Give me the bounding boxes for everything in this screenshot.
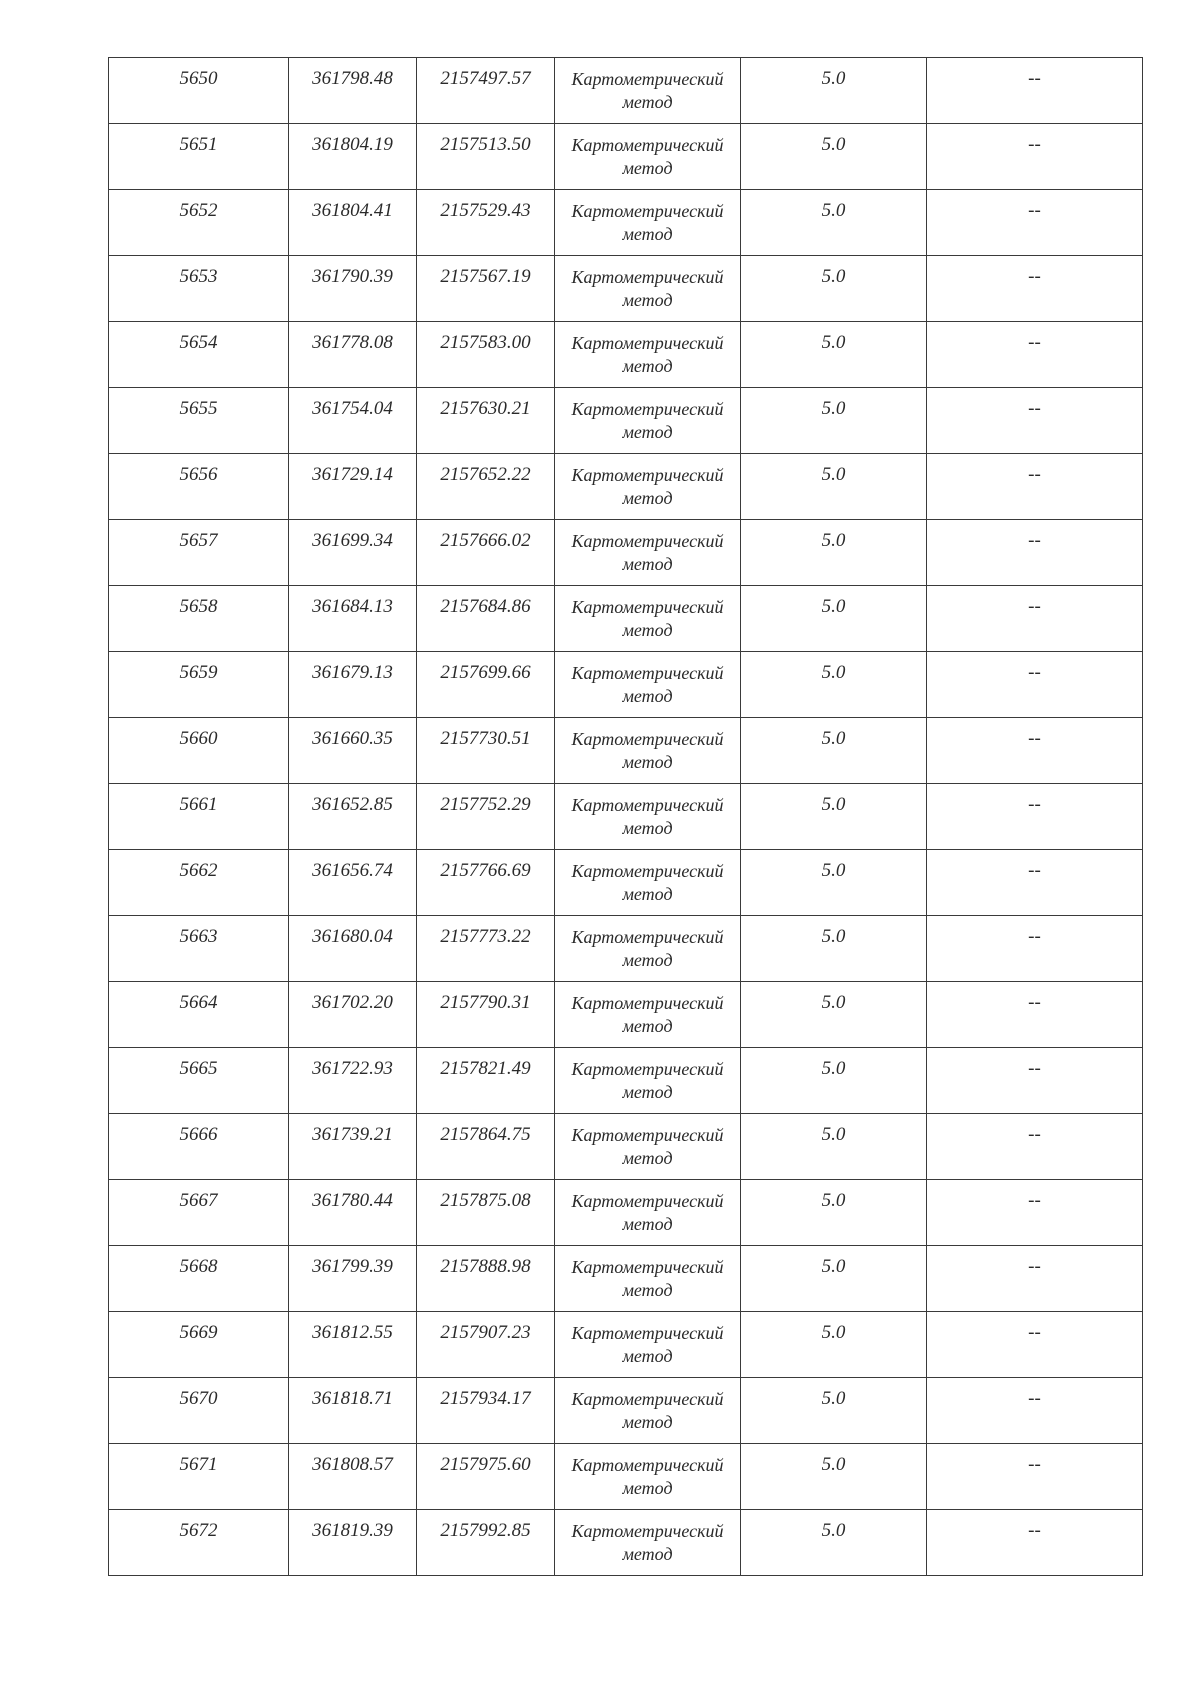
- method-cell: Картометрический метод: [555, 1378, 741, 1444]
- table-row: [109, 784, 1143, 850]
- description-cell: --: [927, 1312, 1143, 1378]
- accuracy-cell: 5.0: [741, 124, 927, 190]
- method-cell: Картометрический метод: [555, 1444, 741, 1510]
- x-coordinate-cell: 361799.39: [289, 1246, 417, 1312]
- table-row: [109, 58, 1143, 124]
- method-cell: Картометрический метод: [555, 388, 741, 454]
- x-coordinate-cell: 361754.04: [289, 388, 417, 454]
- accuracy-cell: 5.0: [741, 1048, 927, 1114]
- x-coordinate-cell: 361722.93: [289, 1048, 417, 1114]
- accuracy-cell: 5.0: [741, 1444, 927, 1510]
- description-cell: --: [927, 58, 1143, 124]
- description-cell: --: [927, 784, 1143, 850]
- y-coordinate-cell: 2157513.50: [417, 124, 555, 190]
- point-number-cell: 5659: [109, 652, 289, 718]
- method-cell: Картометрический метод: [555, 586, 741, 652]
- y-coordinate-cell: 2157790.31: [417, 982, 555, 1048]
- method-cell: Картометрический метод: [555, 1246, 741, 1312]
- point-number-cell: 5667: [109, 1180, 289, 1246]
- point-number-cell: 5653: [109, 256, 289, 322]
- point-number-cell: 5652: [109, 190, 289, 256]
- method-cell: Картометрический метод: [555, 1312, 741, 1378]
- accuracy-cell: 5.0: [741, 58, 927, 124]
- table-row: [109, 652, 1143, 718]
- method-cell: Картометрический метод: [555, 454, 741, 520]
- y-coordinate-cell: 2157666.02: [417, 520, 555, 586]
- table-row: [109, 982, 1143, 1048]
- y-coordinate-cell: 2157730.51: [417, 718, 555, 784]
- y-coordinate-cell: 2157497.57: [417, 58, 555, 124]
- table-row: [109, 190, 1143, 256]
- x-coordinate-cell: 361702.20: [289, 982, 417, 1048]
- x-coordinate-cell: 361790.39: [289, 256, 417, 322]
- table-row: [109, 1312, 1143, 1378]
- x-coordinate-cell: 361656.74: [289, 850, 417, 916]
- point-number-cell: 5663: [109, 916, 289, 982]
- point-number-cell: 5657: [109, 520, 289, 586]
- description-cell: --: [927, 454, 1143, 520]
- accuracy-cell: 5.0: [741, 190, 927, 256]
- method-cell: Картометрический метод: [555, 850, 741, 916]
- method-cell: Картометрический метод: [555, 982, 741, 1048]
- y-coordinate-cell: 2157888.98: [417, 1246, 555, 1312]
- point-number-cell: 5671: [109, 1444, 289, 1510]
- y-coordinate-cell: 2157652.22: [417, 454, 555, 520]
- accuracy-cell: 5.0: [741, 586, 927, 652]
- table-row: [109, 520, 1143, 586]
- table-row: [109, 388, 1143, 454]
- table-row: [109, 322, 1143, 388]
- accuracy-cell: 5.0: [741, 718, 927, 784]
- x-coordinate-cell: 361812.55: [289, 1312, 417, 1378]
- x-coordinate-cell: 361679.13: [289, 652, 417, 718]
- coordinates-table-body: [109, 58, 1143, 1576]
- point-number-cell: 5650: [109, 58, 289, 124]
- y-coordinate-cell: 2157773.22: [417, 916, 555, 982]
- point-number-cell: 5656: [109, 454, 289, 520]
- table-row: [109, 718, 1143, 784]
- accuracy-cell: 5.0: [741, 784, 927, 850]
- method-cell: Картометрический метод: [555, 718, 741, 784]
- method-cell: Картометрический метод: [555, 784, 741, 850]
- y-coordinate-cell: 2157975.60: [417, 1444, 555, 1510]
- y-coordinate-cell: 2157567.19: [417, 256, 555, 322]
- point-number-cell: 5668: [109, 1246, 289, 1312]
- accuracy-cell: 5.0: [741, 1114, 927, 1180]
- x-coordinate-cell: 361780.44: [289, 1180, 417, 1246]
- description-cell: --: [927, 982, 1143, 1048]
- y-coordinate-cell: 2157907.23: [417, 1312, 555, 1378]
- table-row: [109, 1246, 1143, 1312]
- accuracy-cell: 5.0: [741, 1246, 927, 1312]
- description-cell: --: [927, 1114, 1143, 1180]
- accuracy-cell: 5.0: [741, 982, 927, 1048]
- method-cell: Картометрический метод: [555, 652, 741, 718]
- description-cell: --: [927, 1510, 1143, 1576]
- coordinates-table: [108, 57, 1143, 1576]
- table-row: [109, 1444, 1143, 1510]
- description-cell: --: [927, 1048, 1143, 1114]
- point-number-cell: 5669: [109, 1312, 289, 1378]
- y-coordinate-cell: 2157699.66: [417, 652, 555, 718]
- point-number-cell: 5660: [109, 718, 289, 784]
- point-number-cell: 5664: [109, 982, 289, 1048]
- x-coordinate-cell: 361798.48: [289, 58, 417, 124]
- table-row: [109, 586, 1143, 652]
- description-cell: --: [927, 1378, 1143, 1444]
- description-cell: --: [927, 124, 1143, 190]
- point-number-cell: 5662: [109, 850, 289, 916]
- description-cell: --: [927, 586, 1143, 652]
- point-number-cell: 5665: [109, 1048, 289, 1114]
- x-coordinate-cell: 361804.19: [289, 124, 417, 190]
- point-number-cell: 5666: [109, 1114, 289, 1180]
- y-coordinate-cell: 2157684.86: [417, 586, 555, 652]
- table-row: [109, 1048, 1143, 1114]
- accuracy-cell: 5.0: [741, 1378, 927, 1444]
- x-coordinate-cell: 361660.35: [289, 718, 417, 784]
- accuracy-cell: 5.0: [741, 454, 927, 520]
- point-number-cell: 5672: [109, 1510, 289, 1576]
- method-cell: Картометрический метод: [555, 256, 741, 322]
- y-coordinate-cell: 2157766.69: [417, 850, 555, 916]
- description-cell: --: [927, 652, 1143, 718]
- table-row: [109, 1378, 1143, 1444]
- x-coordinate-cell: 361729.14: [289, 454, 417, 520]
- table-row: [109, 1180, 1143, 1246]
- accuracy-cell: 5.0: [741, 850, 927, 916]
- point-number-cell: 5655: [109, 388, 289, 454]
- method-cell: Картометрический метод: [555, 190, 741, 256]
- x-coordinate-cell: 361680.04: [289, 916, 417, 982]
- point-number-cell: 5654: [109, 322, 289, 388]
- x-coordinate-cell: 361804.41: [289, 190, 417, 256]
- point-number-cell: 5658: [109, 586, 289, 652]
- x-coordinate-cell: 361778.08: [289, 322, 417, 388]
- x-coordinate-cell: 361819.39: [289, 1510, 417, 1576]
- table-row: [109, 1510, 1143, 1576]
- point-number-cell: 5651: [109, 124, 289, 190]
- method-cell: Картометрический метод: [555, 520, 741, 586]
- method-cell: Картометрический метод: [555, 916, 741, 982]
- accuracy-cell: 5.0: [741, 388, 927, 454]
- accuracy-cell: 5.0: [741, 256, 927, 322]
- accuracy-cell: 5.0: [741, 322, 927, 388]
- description-cell: --: [927, 718, 1143, 784]
- method-cell: Картометрический метод: [555, 1180, 741, 1246]
- method-cell: Картометрический метод: [555, 322, 741, 388]
- description-cell: --: [927, 322, 1143, 388]
- table-row: [109, 916, 1143, 982]
- accuracy-cell: 5.0: [741, 1510, 927, 1576]
- method-cell: Картометрический метод: [555, 1114, 741, 1180]
- x-coordinate-cell: 361684.13: [289, 586, 417, 652]
- accuracy-cell: 5.0: [741, 916, 927, 982]
- description-cell: --: [927, 1444, 1143, 1510]
- table-row: [109, 1114, 1143, 1180]
- x-coordinate-cell: 361739.21: [289, 1114, 417, 1180]
- y-coordinate-cell: 2157875.08: [417, 1180, 555, 1246]
- description-cell: --: [927, 1246, 1143, 1312]
- table-row: [109, 454, 1143, 520]
- y-coordinate-cell: 2157583.00: [417, 322, 555, 388]
- x-coordinate-cell: 361818.71: [289, 1378, 417, 1444]
- method-cell: Картометрический метод: [555, 124, 741, 190]
- table-row: [109, 124, 1143, 190]
- x-coordinate-cell: 361808.57: [289, 1444, 417, 1510]
- point-number-cell: 5670: [109, 1378, 289, 1444]
- y-coordinate-cell: 2157752.29: [417, 784, 555, 850]
- accuracy-cell: 5.0: [741, 652, 927, 718]
- point-number-cell: 5661: [109, 784, 289, 850]
- y-coordinate-cell: 2157864.75: [417, 1114, 555, 1180]
- y-coordinate-cell: 2157630.21: [417, 388, 555, 454]
- y-coordinate-cell: 2157529.43: [417, 190, 555, 256]
- accuracy-cell: 5.0: [741, 520, 927, 586]
- x-coordinate-cell: 361699.34: [289, 520, 417, 586]
- method-cell: Картометрический метод: [555, 1510, 741, 1576]
- accuracy-cell: 5.0: [741, 1180, 927, 1246]
- description-cell: --: [927, 388, 1143, 454]
- accuracy-cell: 5.0: [741, 1312, 927, 1378]
- method-cell: Картометрический метод: [555, 58, 741, 124]
- description-cell: --: [927, 1180, 1143, 1246]
- y-coordinate-cell: 2157992.85: [417, 1510, 555, 1576]
- description-cell: --: [927, 850, 1143, 916]
- y-coordinate-cell: 2157821.49: [417, 1048, 555, 1114]
- description-cell: --: [927, 190, 1143, 256]
- table-row: [109, 256, 1143, 322]
- description-cell: --: [927, 916, 1143, 982]
- table-row: [109, 850, 1143, 916]
- y-coordinate-cell: 2157934.17: [417, 1378, 555, 1444]
- description-cell: --: [927, 256, 1143, 322]
- method-cell: Картометрический метод: [555, 1048, 741, 1114]
- x-coordinate-cell: 361652.85: [289, 784, 417, 850]
- description-cell: --: [927, 520, 1143, 586]
